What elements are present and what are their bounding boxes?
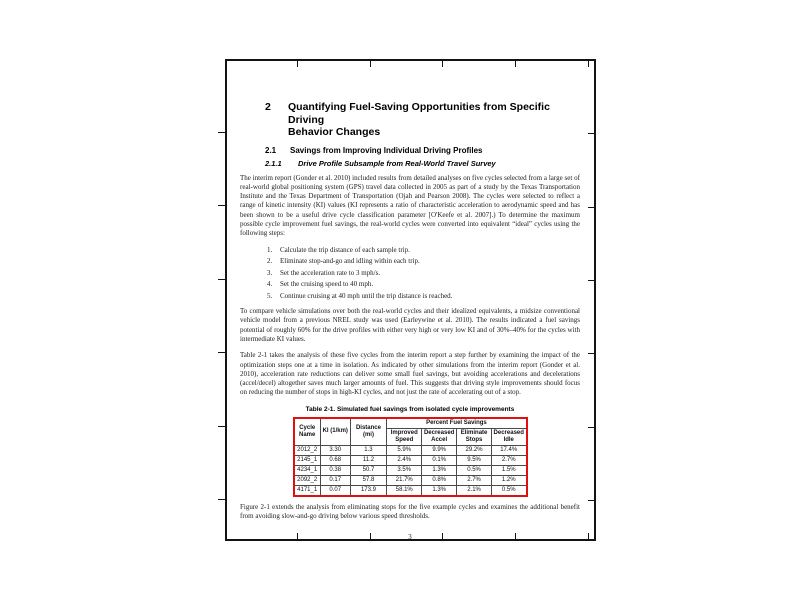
list-item-number: 1.	[267, 245, 273, 254]
table-cell: 0.1%	[422, 455, 457, 465]
list-item	[267, 291, 580, 303]
column-header-ki: KI (1/km)	[320, 418, 350, 446]
list-item-text: Set the cruising speed to 40 mph.	[280, 280, 374, 289]
table-cell: 2145_1	[294, 455, 321, 465]
table-cell: 4234_1	[294, 465, 321, 475]
table-cell: 2.7%	[457, 475, 492, 485]
table-cell: 0.5%	[457, 465, 492, 475]
table-cell: 0.07	[320, 485, 350, 496]
list-item-number: 2.	[267, 257, 273, 266]
tick-mark	[218, 279, 225, 280]
list-item-text: Calculate the trip distance of each sample trip.	[280, 245, 410, 254]
table-row	[294, 445, 527, 455]
table-cell: 2.1%	[457, 485, 492, 496]
table-cell: 0.8%	[422, 475, 457, 485]
table-cell: 1.2%	[491, 475, 526, 485]
tick-mark	[218, 352, 225, 353]
table-cell: 1.3	[350, 445, 387, 455]
section-number: 2.1	[265, 145, 277, 155]
tick-mark	[218, 499, 225, 500]
table-row	[294, 475, 527, 485]
table-cell: 0.5%	[491, 485, 526, 496]
table-row	[294, 465, 527, 475]
column-group-header: Percent Fuel Savings	[387, 418, 527, 429]
table-cell: 4171_1	[294, 485, 321, 496]
table-cell: 11.2	[350, 455, 387, 465]
page-number: 3	[408, 533, 412, 542]
column-header-decreased-idle: Decreased Idle	[491, 428, 526, 445]
table-cell: 57.8	[350, 475, 387, 485]
subsection-title: Drive Profile Subsample from Real-World Travel Survey	[298, 158, 496, 168]
table-cell: 0.68	[320, 455, 350, 465]
fuel-savings-table-highlight	[293, 417, 528, 497]
table-cell: 2092_2	[294, 475, 321, 485]
table-cell: 3.5%	[387, 465, 422, 475]
column-header-distance: Distance (mi)	[350, 418, 387, 446]
list-item	[267, 279, 580, 291]
table-row	[294, 485, 527, 496]
table-cell: 17.4%	[491, 445, 526, 455]
list-item-text: Continue cruising at 40 mph until the trip distance is reached.	[280, 291, 453, 300]
figure-frame	[225, 59, 596, 541]
subsection-heading	[265, 159, 580, 168]
list-item	[267, 245, 580, 257]
table-header-row	[294, 418, 527, 429]
tick-mark	[218, 132, 225, 133]
list-item-number: 4.	[267, 280, 273, 289]
list-item-text: Set the acceleration rate to 3 mph/s.	[280, 268, 381, 277]
table-cell: 0.38	[320, 465, 350, 475]
list-item	[267, 256, 580, 268]
table-cell: 5.9%	[387, 445, 422, 455]
table-cell: 9.9%	[422, 445, 457, 455]
section-heading	[265, 146, 580, 156]
table-cell: 1.3%	[422, 485, 457, 496]
list-item-text: Eliminate stop-and-go and idling within each trip.	[280, 257, 420, 266]
paragraph-table-discussion: Table 2-1 takes the analysis of these five cycles from the interim report a step further by examining the impact of the optimization steps one at a time in isolation. As indicated by other simulations from the interim report (Gonder et al. 2010), acceleration rate reductions can deliver some small fuel savings, but avoiding accelerations and decelerations (accel/decel) altogether saves much larger amounts of fuel. This suggests that driving style improvements should focus on reducing the number of stops in high-KI cycles, and not just the rate of accelerating out of a stop.	[240, 351, 580, 397]
table-cell: 1.3%	[422, 465, 457, 475]
chapter-title-line1: Quantifying Fuel-Saving Opportunities from Specific Driving	[288, 101, 550, 126]
column-header-eliminate-stops: Eliminate Stops	[457, 428, 492, 445]
table-cell: 2.4%	[387, 455, 422, 465]
paragraph-simulations: To compare vehicle simulations over both the real-world cycles and their idealized equivalents, a midsize conventional vehicle model from a previous NREL study was used (Earleywine et al. 2010). The results indicated a fuel savings potential of roughly 60% for the drive profiles with either very high or very low KI and of 30%–40% for the cycles with intermediate KI values.	[240, 307, 580, 343]
chapter-heading	[265, 101, 580, 139]
list-item-number: 5.	[267, 291, 273, 300]
steps-list	[267, 245, 580, 303]
list-item-number: 3.	[267, 268, 273, 277]
table-cell: 0.17	[320, 475, 350, 485]
chapter-title-line2: Behavior Changes	[288, 126, 381, 138]
chapter-number: 2	[265, 101, 271, 113]
table-cell: 1.5%	[491, 465, 526, 475]
table-caption: Table 2-1. Simulated fuel savings from isolated cycle improvements	[305, 405, 515, 413]
table-cell: 21.7%	[387, 475, 422, 485]
table-cell: 58.1%	[387, 485, 422, 496]
document-page	[227, 61, 594, 542]
list-item	[267, 268, 580, 280]
fuel-savings-table	[293, 417, 528, 497]
tick-mark	[218, 205, 225, 206]
table-cell: 2012_2	[294, 445, 321, 455]
table-cell: 3.30	[320, 445, 350, 455]
table-cell: 9.5%	[457, 455, 492, 465]
table-cell: 29.2%	[457, 445, 492, 455]
table-cell: 173.9	[350, 485, 387, 496]
column-header-decreased-accel: Decreased Accel	[422, 428, 457, 445]
section-title: Savings from Improving Individual Driving Profiles	[290, 145, 483, 155]
column-header-cycle-name: Cycle Name	[294, 418, 321, 446]
table-cell: 2.7%	[491, 455, 526, 465]
table-row	[294, 455, 527, 465]
chapter-title	[288, 101, 580, 139]
tick-mark	[218, 426, 225, 427]
column-header-improved-speed: Improved Speed	[387, 428, 422, 445]
paragraph-figure-reference: Figure 2-1 extends the analysis from eliminating stops for the five example cycles and examines the additional benefit from avoiding slow-and-go driving below various speed thresholds.	[240, 502, 580, 521]
table-cell: 50.7	[350, 465, 387, 475]
subsection-number: 2.1.1	[265, 158, 282, 168]
paragraph-intro: The interim report (Gonder et al. 2010) included results from detailed analyses on five cycles selected from a large set of real-world global positioning system (GPS) travel data collected in 2005 as part of a study by the Texas Transportation Institute and the Texas Department of Transportation (Ojah and Pearson 2008). The cycles were selected to reflect a range of kinetic intensity (KI) values (KI represents a ratio of characteristic acceleration to aerodynamic speed and has been shown to be a useful drive cycle classification parameter [O'Keefe et al. 2007].) To determine the maximum possible cycle improvement fuel savings, the real-world cycles were converted into equivalent “ideal” cycles using the following steps:	[240, 173, 580, 238]
